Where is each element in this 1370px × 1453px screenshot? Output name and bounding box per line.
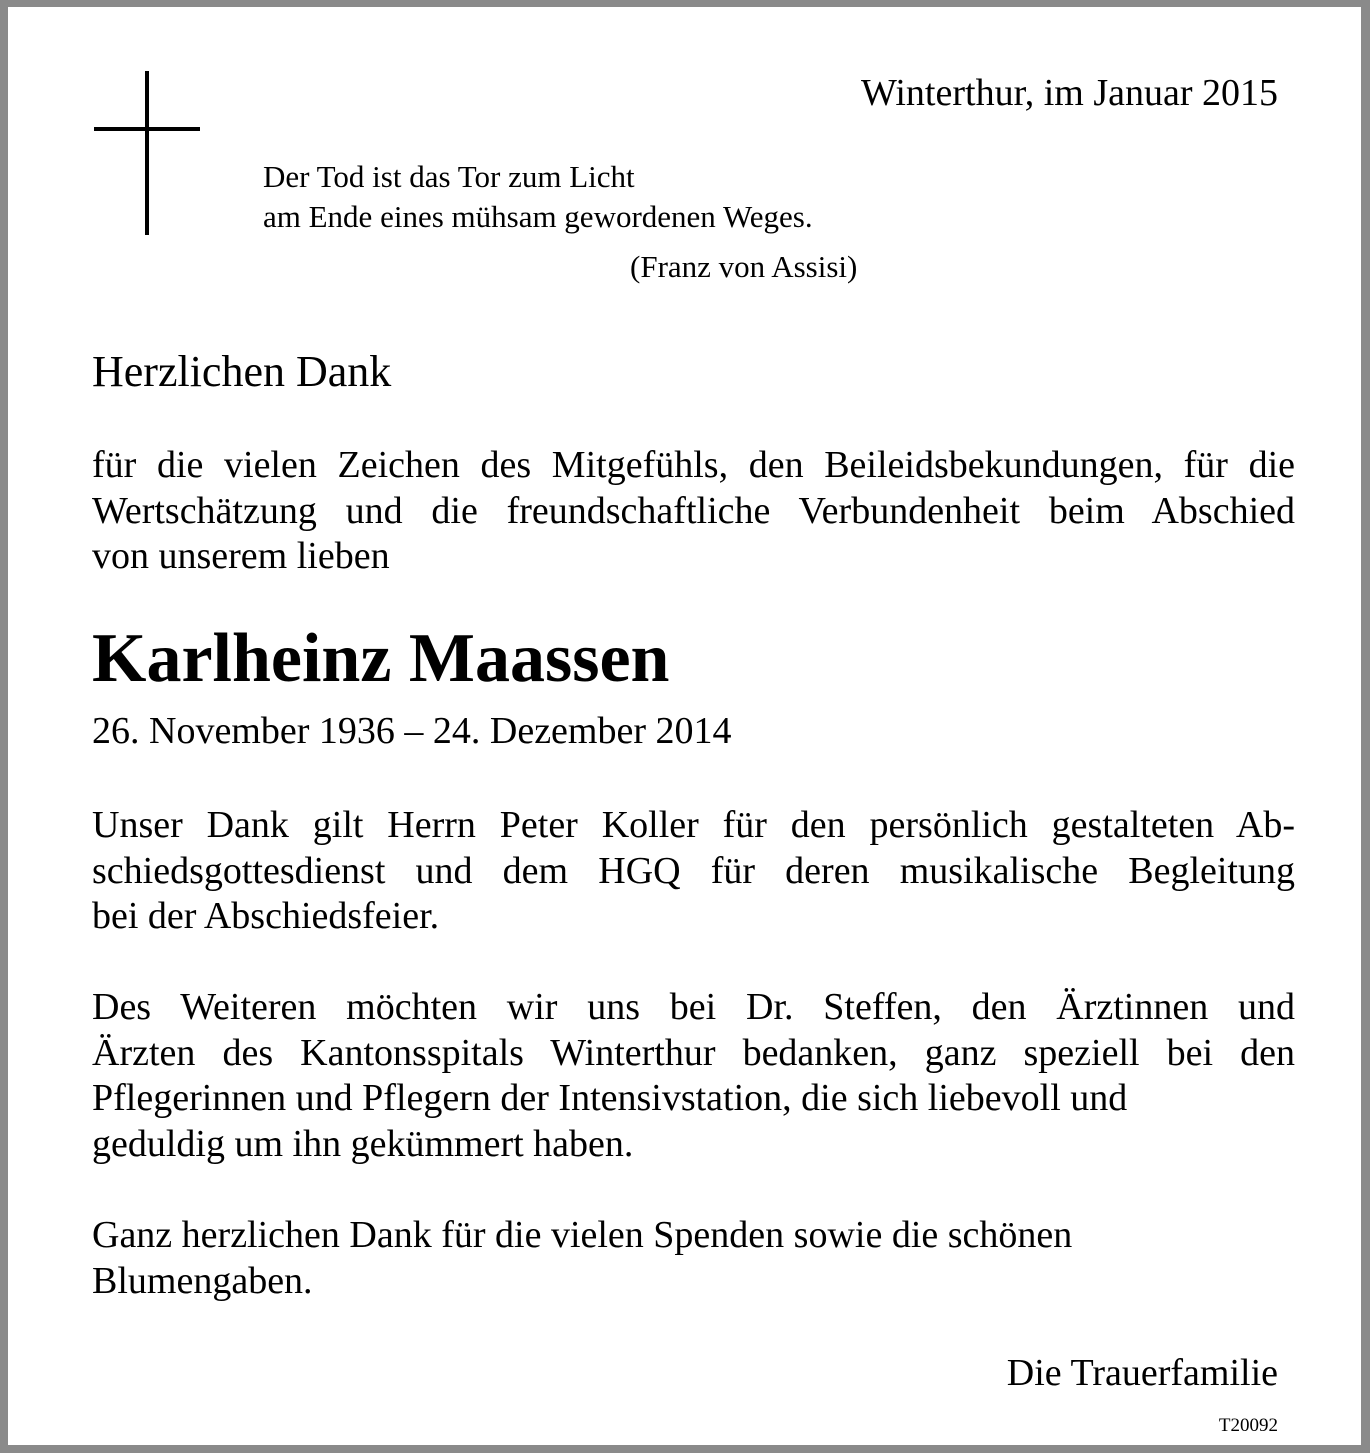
paragraph-line: von unserem lieben: [92, 535, 390, 577]
life-dates: 26. November 1936 – 24. Dezember 2014: [92, 710, 732, 752]
paragraph-line: bei der Abschiedsfeier.: [92, 895, 440, 937]
paragraph-line: schiedsgottesdienst und dem HGQ für deren musikalische Begleitung: [92, 849, 1295, 892]
paragraph-line: für die vielen Zeichen des Mitgefühls, den Beileidsbekundungen, für die: [92, 444, 1295, 486]
paragraph-line: Ärzten des Kantonsspitals Winterthur bedanken, ganz speziell bei den: [92, 1031, 1295, 1074]
quote-line: am Ende eines mühsam gewordenen Weges.: [263, 199, 813, 234]
paragraph-line: Wertschätzung und die freundschaftliche Verbundenheit beim Abschied: [92, 489, 1295, 532]
quote: [263, 157, 813, 237]
paragraph-line: Des Weiteren möchten wir uns bei Dr. Steffen, den Ärztinnen und: [92, 986, 1295, 1028]
deceased-name: Karlheinz Maassen: [92, 620, 670, 697]
quote-line: Der Tod ist das Tor zum Licht: [263, 159, 635, 194]
signature: Die Trauerfamilie: [1006, 1352, 1278, 1394]
paragraph-line: Unser Dank gilt Herrn Peter Koller für den persönlich gestalteten Ab-: [92, 804, 1295, 846]
thanks-paragraph-hospital: [92, 985, 1295, 1167]
intro-paragraph: [92, 443, 1295, 580]
thanks-paragraph-service: [92, 803, 1295, 940]
paragraph-line: geduldig um ihn gekümmert haben.: [92, 1122, 634, 1165]
paragraph-line: Pflegerinnen und Pflegern der Intensivstation, die sich liebevoll und: [92, 1077, 1128, 1119]
reference-code: T20092: [1218, 1415, 1278, 1436]
cross-horizontal-bar: [94, 127, 200, 131]
place-date: Winterthur, im Januar 2015: [861, 72, 1278, 114]
quote-author: (Franz von Assisi): [630, 249, 858, 284]
paragraph-line: Ganz herzlichen Dank für die vielen Spenden sowie die schönen: [92, 1214, 1073, 1256]
cross-vertical-bar: [145, 71, 149, 235]
thanks-paragraph-donations: [92, 1213, 1295, 1304]
paragraph-line: Blumengaben.: [92, 1259, 313, 1302]
thanks-heading: Herzlichen Dank: [92, 347, 392, 396]
